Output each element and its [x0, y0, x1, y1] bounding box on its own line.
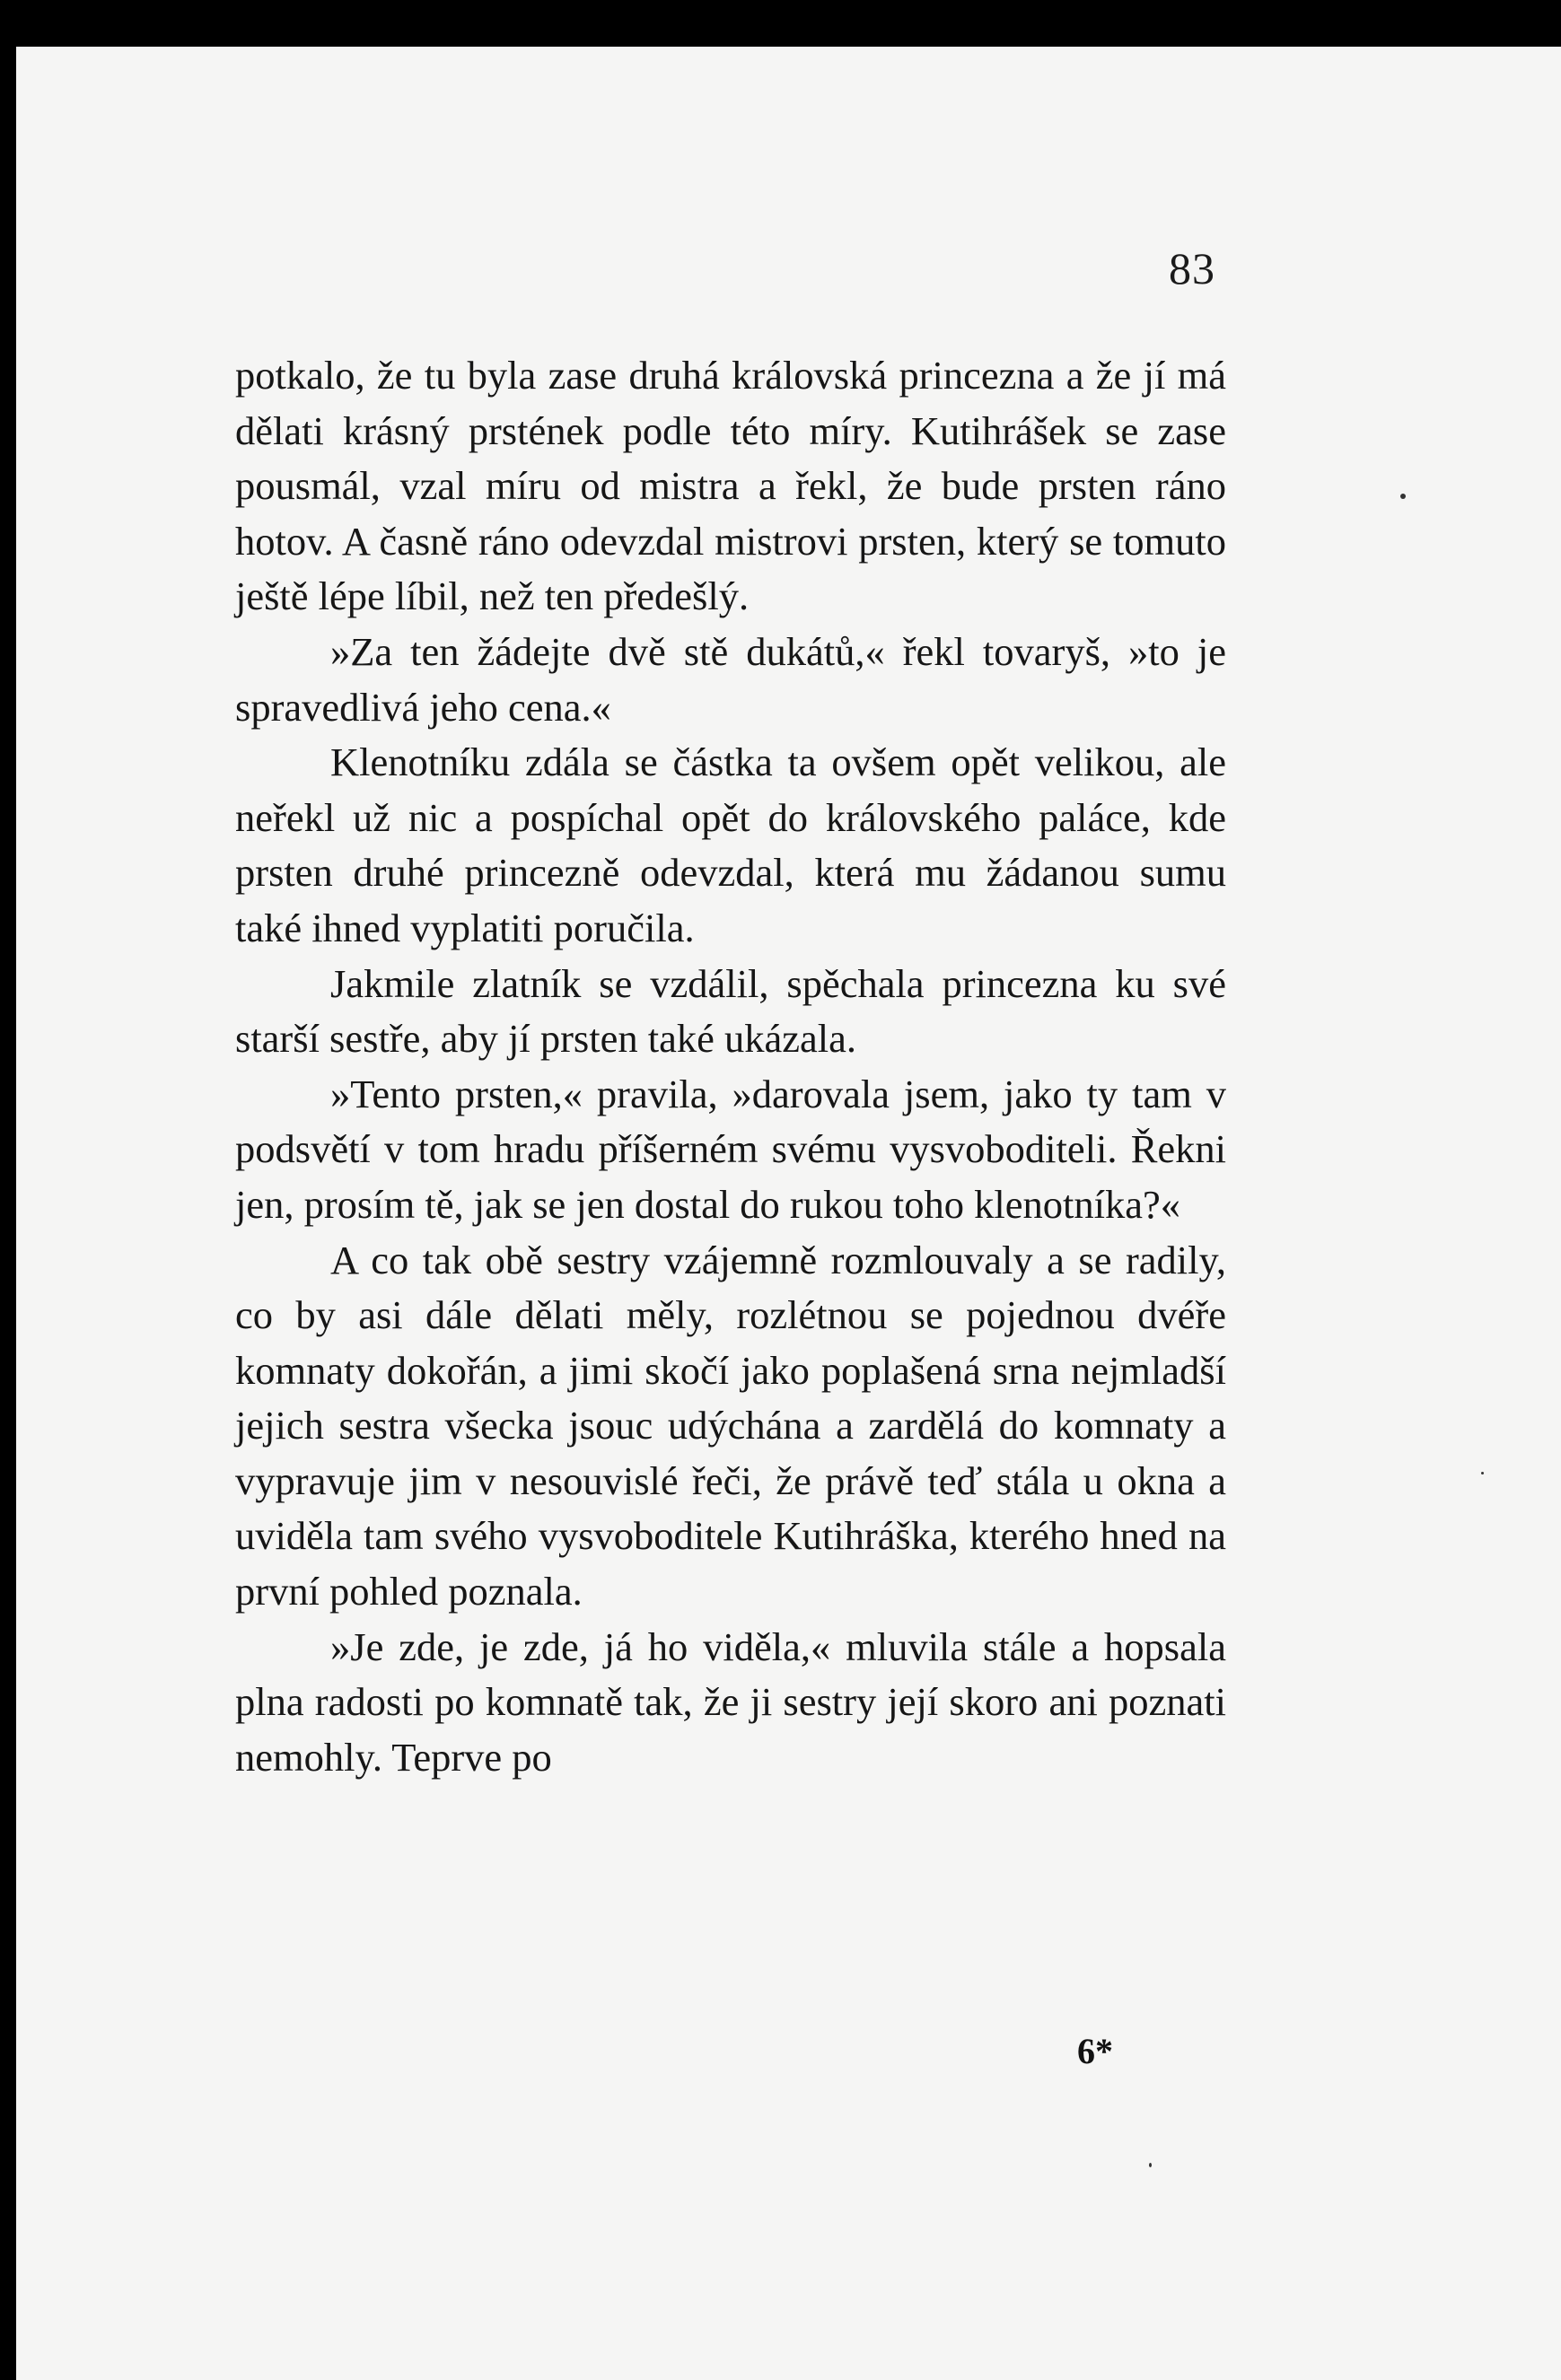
paragraph-7: »Je zde, je zde, já ho viděla,« mluvila stále a hopsala plna radosti po komnatě tak, že ji sestry její skoro ani poznati nemohly. Teprve po [235, 1623, 1226, 1780]
signature-mark: 6* [1077, 2031, 1113, 2071]
paragraph-2: »Za ten žádejte dvě stě dukátů,« řekl tovaryš, »to je spravedlivá jeho cena.« [235, 628, 1226, 730]
paragraph-1: potkalo, že tu byla zase druhá královská princezna a že jí má dělati krásný prstének podle této míry. Kutihrášek se zase pousmál, vzal míru od mistra a řekl, že bude prsten ráno hotov. A časně ráno odevzdal mistrovi prsten, který se tomuto ještě lépe líbil, než ten předešlý. [235, 353, 1226, 619]
body-text [235, 348, 1226, 1785]
page-number: 83 [1169, 243, 1215, 293]
paragraph-4: Jakmile zlatník se vzdálil, spěchala princezna ku své starší sestře, aby jí prsten také ukázala. [235, 960, 1226, 1062]
margin-speck [1481, 1472, 1484, 1474]
margin-speck [1149, 2163, 1152, 2167]
paragraph-3: Klenotníku zdála se částka ta ovšem opět velikou, ale neřekl už nic a pospíchal opět do královského paláce, kde prsten druhé princezně odevzdal, která mu žádanou sumu také ihned vyplatiti poručila. [235, 739, 1226, 950]
paragraph-6: A co tak obě sestry vzájemně rozmlouvaly a se radily, co by asi dále dělati měly, rozlétnou se pojednou dvéře komnaty dokořán, a jimi skočí jako poplašená srna nejmladší jejich sestra všecka jsouc udýchána a zardělá do komnaty a vypravuje jim v nesouvislé řeči, že právě teď stála u okna a uviděla tam svého vysvoboditele Kutihráška, kterého hned na první pohled poznala. [235, 1237, 1226, 1614]
margin-speck [1400, 494, 1406, 499]
paragraph-5: »Tento prsten,« pravila, »darovala jsem, jako ty tam v podsvětí v tom hradu příšerném svému vysvoboditeli. Řekni jen, prosím tě, jak se jen dostal do rukou toho klenotníka?« [235, 1071, 1226, 1227]
